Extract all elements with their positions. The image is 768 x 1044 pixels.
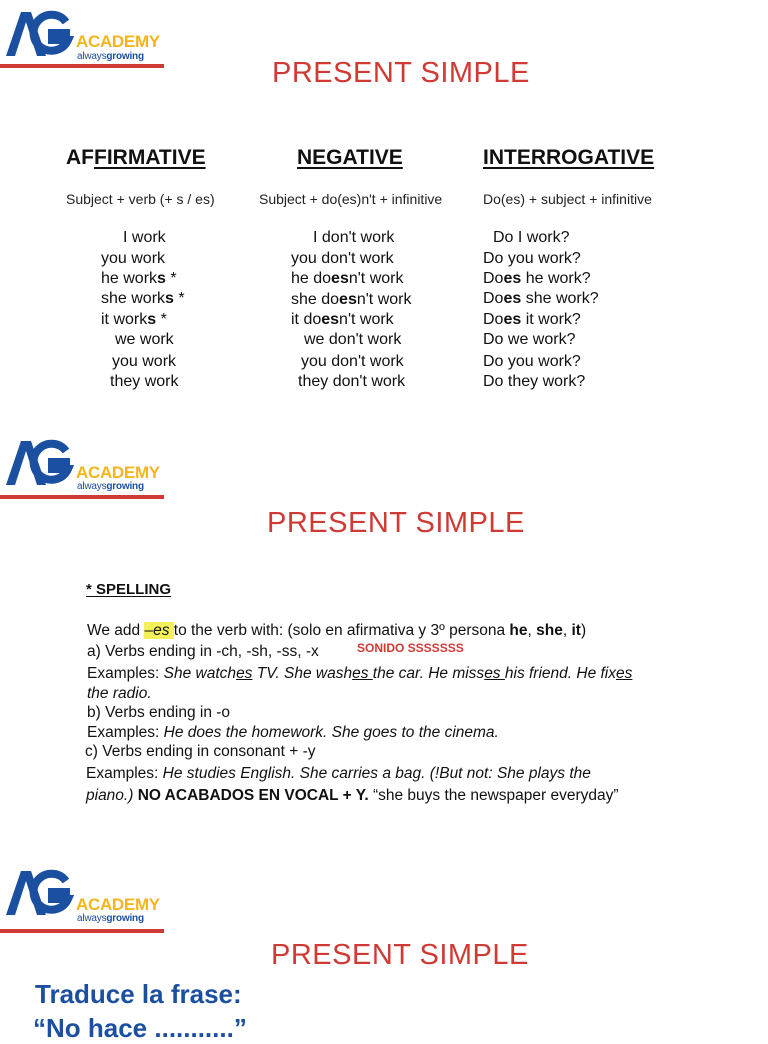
instruction-text: Traduce la frase:	[35, 979, 242, 1009]
examples-a-cont: the radio.	[87, 685, 152, 702]
spelling-heading: * SPELLING	[86, 581, 172, 598]
affirmative-row: you work	[101, 250, 166, 267]
interrogative-row: Does he work?	[483, 270, 591, 287]
affirmative-row: they work	[110, 373, 179, 390]
academy-logo	[0, 865, 165, 937]
logo-underline-bar	[0, 64, 164, 68]
negative-row: you don't work	[291, 250, 394, 267]
affirmative-row: we work	[115, 331, 174, 348]
negative-row: I don't work	[313, 229, 395, 246]
examples-c-cont: piano.) NO ACABADOS EN VOCAL + Y. “she buys the newspaper everyday”	[86, 787, 619, 804]
logo-tagline: alwaysgrowing	[77, 481, 144, 492]
rule-b: b) Verbs ending in -o	[87, 704, 231, 721]
affirmative-row: it works *	[101, 311, 167, 328]
slide-1	[0, 0, 768, 425]
examples-b: Examples: He does the homework. She goes to the cinema.	[87, 724, 499, 741]
interrogative-row: Do you work?	[483, 250, 581, 267]
interrogative-row: Do they work?	[483, 373, 586, 390]
logo-academy-text: ACADEMY	[76, 895, 160, 914]
logo-tagline: alwaysgrowing	[77, 51, 144, 62]
rule-a: a) Verbs ending in -ch, -sh, -ss, -x	[87, 643, 319, 660]
examples-a: Examples: She watches TV. She washes the car. He misses his friend. He fixes	[87, 665, 633, 682]
logo-tagline: alwaysgrowing	[77, 913, 144, 924]
negative-row: we don't work	[304, 331, 402, 348]
interrogative-row: Does it work?	[483, 311, 581, 328]
rule-intro: We add –es to the verb with: (solo en afirmativa y 3º persona he, she, it)	[87, 622, 587, 639]
logo-academy-text: ACADEMY	[76, 32, 160, 51]
negative-row: they don't work	[298, 373, 406, 390]
ag-logo-icon	[4, 6, 74, 62]
negative-row: he doesn't work	[291, 270, 404, 287]
rule-c: c) Verbs ending in consonant + -y	[85, 743, 316, 760]
formula-affirmative: Subject + verb (+ s / es)	[66, 191, 215, 207]
negative-row: she doesn't work	[291, 291, 412, 308]
interrogative-row: Do we work?	[483, 331, 576, 348]
interrogative-row: Do I work?	[493, 229, 570, 246]
heading-negative: NEGATIVE	[297, 146, 403, 169]
formula-negative: Subject + do(es)n't + infinitive	[259, 191, 443, 207]
affirmative-row: he works *	[101, 270, 177, 287]
quote-text: “No hace ...........”	[33, 1013, 247, 1043]
sonido-note: SONIDO SSSSSSS	[357, 641, 464, 655]
slide-title: PRESENT SIMPLE	[271, 939, 529, 971]
formula-interrogative: Do(es) + subject + infinitive	[483, 191, 652, 207]
negative-row: it doesn't work	[291, 311, 394, 328]
examples-c: Examples: He studies English. She carries a bag. (!But not: She plays the	[86, 765, 591, 782]
heading-affirmative: AFFIRMATIVE	[66, 146, 206, 169]
slide-title: PRESENT SIMPLE	[272, 57, 530, 89]
slide-2	[0, 425, 768, 845]
logo-underline-bar	[0, 495, 164, 499]
slide-3	[0, 845, 768, 1043]
heading-interrogative: INTERROGATIVE	[483, 146, 655, 169]
affirmative-row: I work	[123, 229, 166, 246]
affirmative-row: you work	[112, 353, 177, 370]
interrogative-row: Does she work?	[483, 290, 599, 307]
negative-row: you don't work	[301, 353, 404, 370]
interrogative-row: Do you work?	[483, 353, 581, 370]
logo-underline-bar	[0, 929, 164, 933]
slide-title: PRESENT SIMPLE	[267, 507, 525, 539]
ag-logo-icon	[4, 435, 74, 491]
affirmative-row: she works *	[101, 290, 185, 307]
ag-logo-icon	[4, 865, 74, 921]
logo-academy-text: ACADEMY	[76, 463, 160, 482]
